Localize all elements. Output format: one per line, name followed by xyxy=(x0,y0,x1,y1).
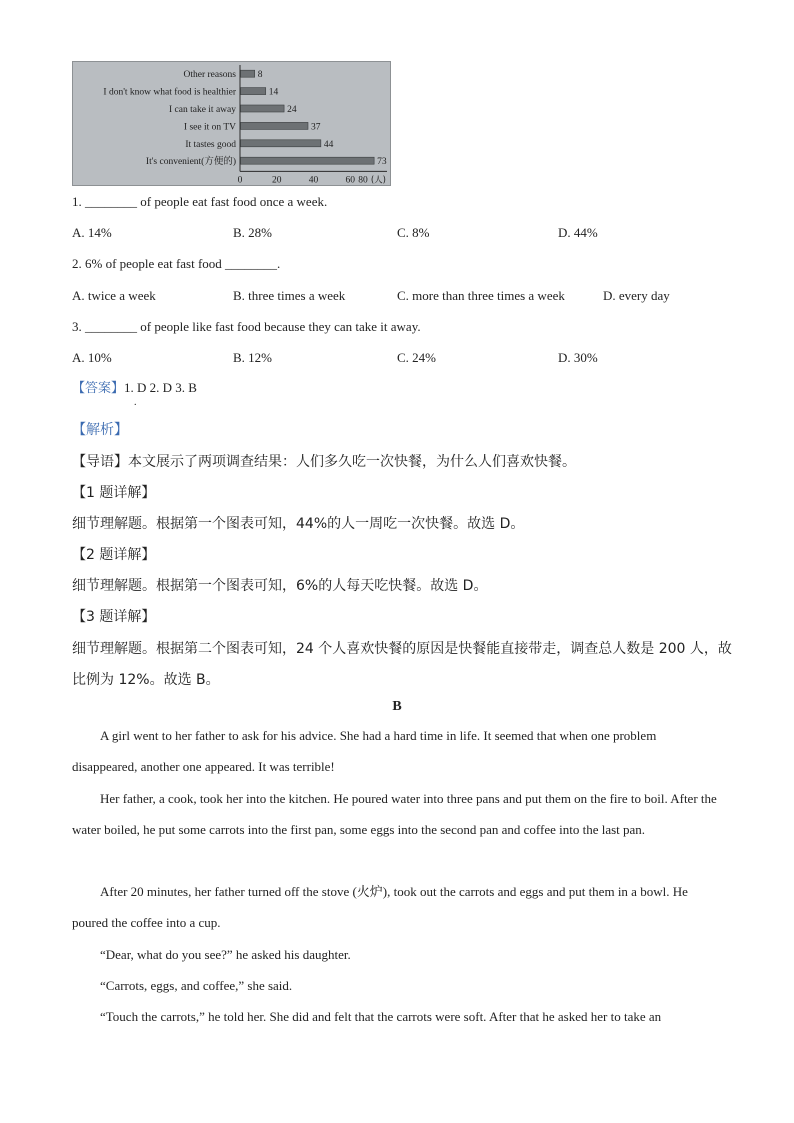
category-label-0: Other reasons xyxy=(183,70,236,81)
question-3-option-b: B. 12% xyxy=(233,350,272,365)
passage-paragraph-6: “Touch the carrots,” he told her. She did and felt that the carrots were soft. After that he asked her to take an xyxy=(100,1009,662,1024)
answer-text: 1. D 2. D 3. B xyxy=(124,380,197,395)
reasons-bar-chart xyxy=(72,61,391,186)
answer-mark: . xyxy=(134,397,137,408)
x-unit-label: (人) xyxy=(370,175,386,185)
question-1-option-c: C. 8% xyxy=(397,225,430,240)
category-label-1: I don't know what food is healthier xyxy=(103,87,236,98)
section-b-heading: B xyxy=(392,699,402,714)
question-2-stem: 2. 6% of people eat fast food ________. xyxy=(72,256,281,271)
detail-1-label: 【1 题详解】 xyxy=(72,485,156,501)
question-2-option-b: B. three times a week xyxy=(233,288,346,303)
passage-paragraph-4: “Dear, what do you see?” he asked his daughter. xyxy=(100,947,351,962)
x-tick-label-0: 0 xyxy=(237,175,243,185)
category-label-3: I see it on TV xyxy=(183,122,236,133)
detail-3-text: 细节理解题。根据第二个图表可知，24 个人喜欢快餐的原因是快餐能直接带走，调查总人数是 200 人，故 xyxy=(72,641,732,657)
question-2-option-c: C. more than three times a week xyxy=(397,288,565,303)
value-label-4: 44 xyxy=(323,139,334,150)
question-2-option-d: D. every day xyxy=(603,288,670,303)
intro-text: 本文展示了两项调查结果：人们多久吃一次快餐，为什么人们喜欢快餐。 xyxy=(128,454,576,470)
question-3-stem: 3. ________ of people like fast food because they can take it away. xyxy=(72,319,421,334)
bar-4 xyxy=(241,140,321,147)
x-tick-label-3: 60 xyxy=(345,175,355,185)
question-1-option-b: B. 28% xyxy=(233,225,272,240)
question-1-option-a: A. 14% xyxy=(72,225,112,240)
x-tick-label-4: 80 xyxy=(358,175,368,185)
passage-paragraph-1: A girl went to her father to ask for his advice. She had a hard time in life. It seemed that when one problem disappeared, another one appeared. It was terrible! xyxy=(72,728,657,774)
question-2-option-a: A. twice a week xyxy=(72,288,156,303)
passage-paragraph-2: Her father, a cook, took her into the kitchen. He poured water into three pans and put them on the fire to boil. After the water boiled, he put some carrots into the first pan, some eggs into the second pan and coffee into the last pan. xyxy=(72,791,717,837)
category-label-4: It tastes good xyxy=(185,139,236,150)
answer-line xyxy=(72,379,197,408)
bar-5 xyxy=(241,157,375,164)
analysis-heading: 【解析】 xyxy=(72,422,128,438)
bar-2 xyxy=(241,105,285,112)
question-1-stem: 1. ________ of people eat fast food once a week. xyxy=(72,194,328,209)
question-3-option-a: A. 10% xyxy=(72,350,112,365)
passage-paragraph-3: After 20 minutes, her father turned off the stove (火炉), took out the carrots and eggs and put them in a bowl. He poured the coffee into a cup. xyxy=(72,884,688,930)
category-label-5: It's convenient(方便的) xyxy=(145,157,236,168)
detail-2-text: 细节理解题。根据第一个图表可知，6%的人每天吃快餐。故选 D。 xyxy=(72,578,488,594)
value-label-5: 73 xyxy=(377,157,387,168)
bar-1 xyxy=(241,88,266,95)
value-label-2: 24 xyxy=(287,105,297,115)
question-3-option-c: C. 24% xyxy=(397,350,436,365)
passage-paragraph-5: “Carrots, eggs, and coffee,” she said. xyxy=(100,978,293,993)
x-tick-label-2: 40 xyxy=(308,175,319,185)
question-3-option-d: D. 30% xyxy=(558,350,598,365)
value-label-3: 37 xyxy=(310,122,321,133)
analysis-intro xyxy=(72,452,576,472)
chart-svg xyxy=(73,62,390,185)
intro-label: 【导语】 xyxy=(72,454,128,470)
bar-3 xyxy=(241,122,308,129)
detail-2-label: 【2 题详解】 xyxy=(72,547,156,563)
answer-label: 【答案】 xyxy=(72,380,125,395)
detail-3-label: 【3 题详解】 xyxy=(72,609,156,625)
value-label-1: 14 xyxy=(268,87,279,98)
value-label-0: 8 xyxy=(257,70,263,81)
question-1-option-d: D. 44% xyxy=(558,225,598,240)
detail-1-text: 细节理解题。根据第一个图表可知，44%的人一周吃一次快餐。故选 D。 xyxy=(72,516,525,532)
x-tick-label-1: 20 xyxy=(272,175,282,185)
detail-3-text-cont: 比例为 12%。故选 B。 xyxy=(72,672,220,688)
category-label-2: I can take it away xyxy=(169,105,236,115)
bar-0 xyxy=(241,70,255,77)
